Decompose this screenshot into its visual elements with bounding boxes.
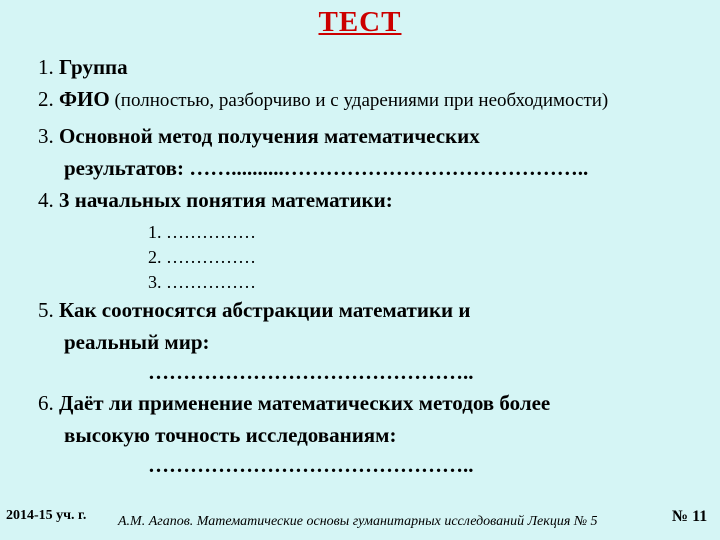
question-text: Группа bbox=[59, 55, 128, 79]
footer-author: А.М. Агапов. Математические основы гуманитарных исследований Лекция № 5 bbox=[118, 514, 598, 529]
question-3 bbox=[38, 120, 480, 152]
question-text: ФИО bbox=[59, 87, 110, 111]
footer-page-number: № 11 bbox=[672, 508, 708, 525]
question-4 bbox=[38, 184, 393, 216]
subitem-3: 3. …………… bbox=[148, 272, 256, 292]
question-6 bbox=[38, 387, 550, 419]
question-1 bbox=[38, 51, 128, 83]
page-title: ТЕСТ bbox=[318, 6, 402, 38]
question-5-continuation: реальный мир: bbox=[64, 330, 210, 354]
question-6-continuation: высокую точность исследованиям: bbox=[64, 423, 397, 447]
question-text: Как соотносятся абстракции математики и bbox=[59, 298, 471, 322]
question-number: 4. bbox=[38, 188, 54, 212]
question-number: 2. bbox=[38, 87, 54, 111]
question-text: 3 начальных понятия математики: bbox=[59, 188, 393, 212]
subitem-1: 1. …………… bbox=[148, 222, 256, 242]
question-number: 3. bbox=[38, 124, 54, 148]
question-note: (полностью, разборчиво и с ударениями при необходимости) bbox=[109, 90, 609, 111]
question-text: Основной метод получения математических bbox=[59, 124, 480, 148]
subitem-2: 2. …………… bbox=[148, 247, 256, 267]
question-text: Даёт ли применение математических методов более bbox=[59, 391, 551, 415]
answer-line-6: ……………………………………….. bbox=[148, 453, 474, 477]
question-number: 5. bbox=[38, 298, 54, 322]
question-number: 1. bbox=[38, 55, 54, 79]
question-number: 6. bbox=[38, 391, 54, 415]
question-3-continuation: результатов: ……..........…………………………………….. bbox=[64, 156, 589, 180]
question-2 bbox=[38, 83, 608, 117]
footer-year: 2014-15 уч. г. bbox=[6, 508, 87, 523]
question-5 bbox=[38, 294, 471, 326]
answer-line-5: ……………………………………….. bbox=[148, 360, 474, 384]
